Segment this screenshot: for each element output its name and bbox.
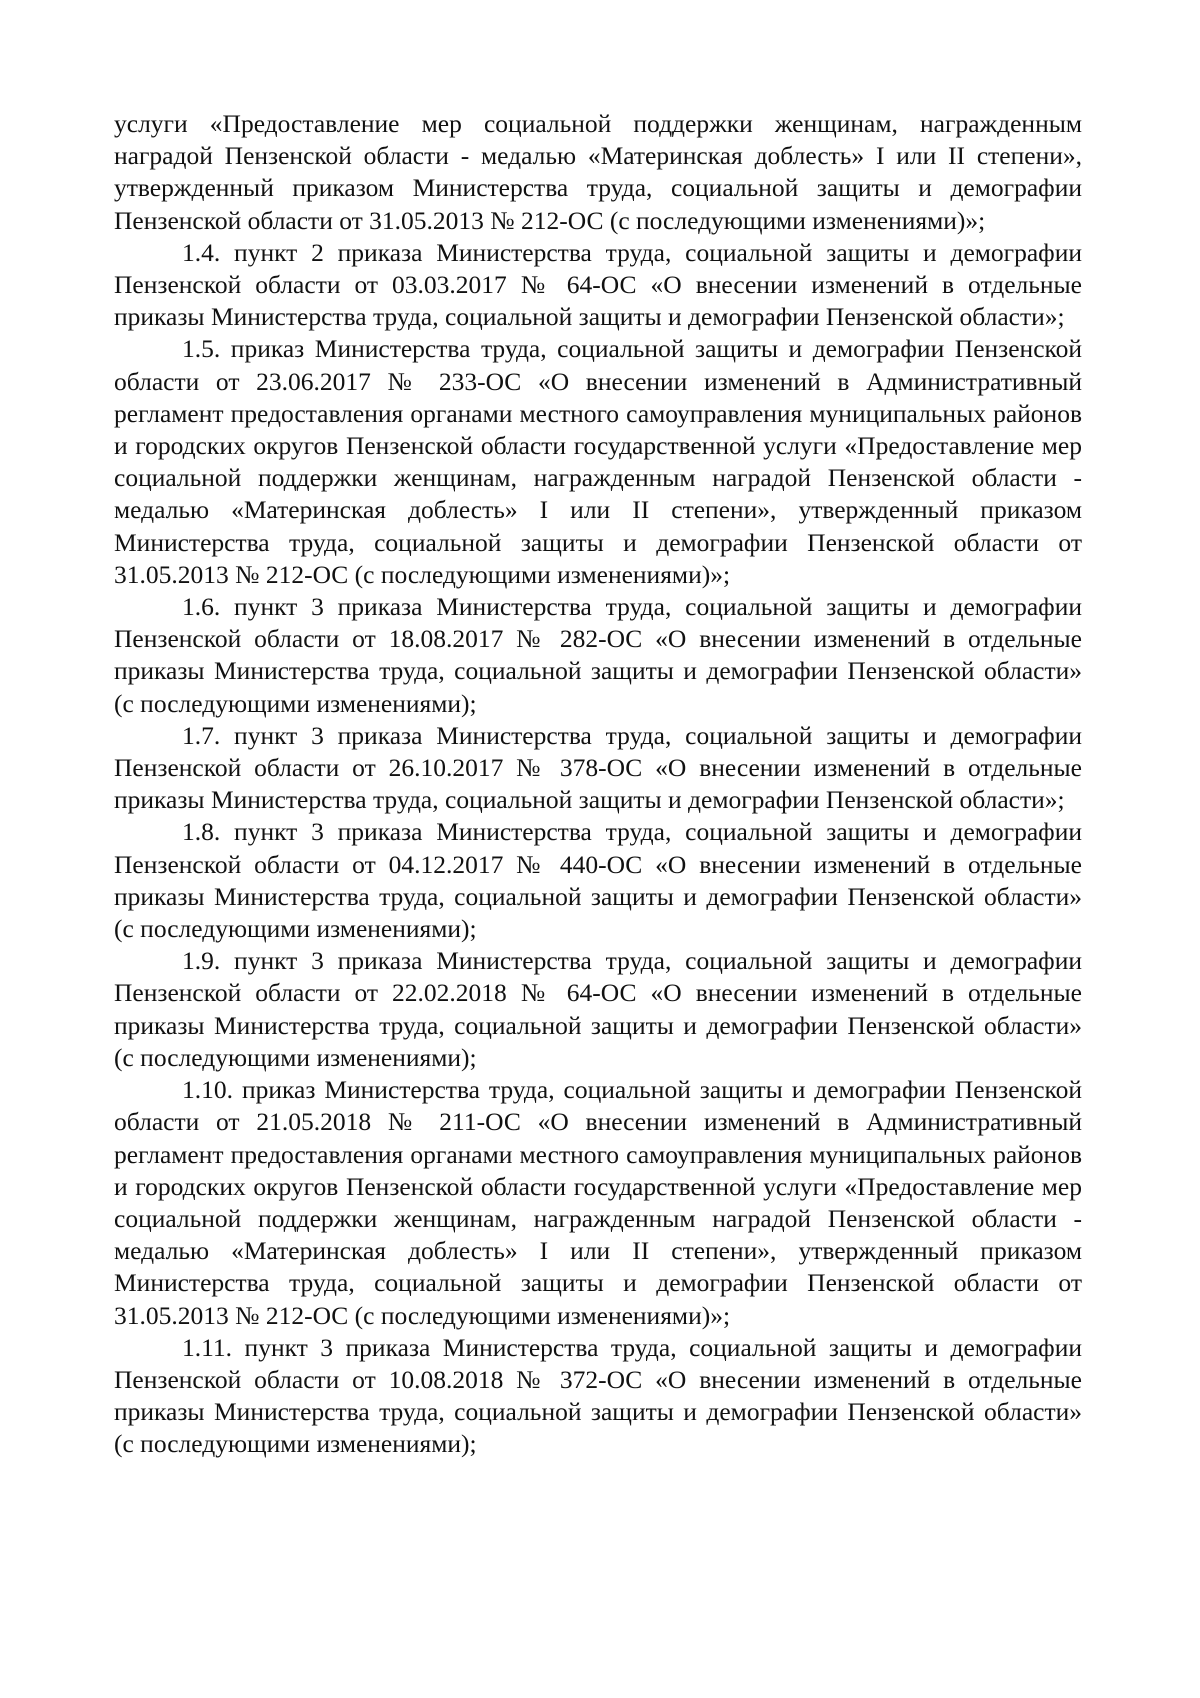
paragraph-item-1-4: 1.4. пункт 2 приказа Министерства труда, социальной защиты и демографии Пензенской области от 03.03.2017 № 64-ОС «О внесении изменений в отдельные приказы Министерства труда, социальной защиты и демографии Пензенской области»; [114, 237, 1082, 332]
paragraph-item-1-8: 1.8. пункт 3 приказа Министерства труда, социальной защиты и демографии Пензенской области от 04.12.2017 № 440-ОС «О внесении изменений в отдельные приказы Министерства труда, социальной защиты и демографии Пензенской области» (с последующими изменениями); [114, 817, 1082, 944]
paragraph-item-1-11: 1.11. пункт 3 приказа Министерства труда, социальной защиты и демографии Пензенской области от 10.08.2018 № 372-ОС «О внесении изменений в отдельные приказы Министерства труда, социальной защиты и демографии Пензенской области» (с последующими изменениями); [114, 1332, 1082, 1459]
paragraph-item-1-6: 1.6. пункт 3 приказа Министерства труда, социальной защиты и демографии Пензенской области от 18.08.2017 № 282-ОС «О внесении изменений в отдельные приказы Министерства труда, социальной защиты и демографии Пензенской области» (с последующими изменениями); [114, 592, 1082, 718]
paragraph-item-1-7: 1.7. пункт 3 приказа Министерства труда, социальной защиты и демографии Пензенской области от 26.10.2017 № 378-ОС «О внесении изменений в отдельные приказы Министерства труда, социальной защиты и демографии Пензенской области»; [114, 720, 1082, 815]
paragraph-item-1-10: 1.10. приказ Министерства труда, социальной защиты и демографии Пензенской области от 21.05.2018 № 211-ОС «О внесении изменений в Административный регламент предоставления органами местного самоуправления муниципальных районов и городских округов Пензенской области государственной услуги «Предоставление мер социальной поддержки женщинам, награжденным наградой Пензенской области - медалью «Материнская доблесть» I или II степени», утвержденный приказом Министерства труда, социальной защиты и демографии Пензенской области от 31.05.2013 № 212-ОС (с последующими изменениями)»; [114, 1075, 1082, 1330]
paragraph-continuation: услуги «Предоставление мер социальной поддержки женщинам, награжденным наградой Пензенской области - медалью «Материнская доблесть» I или II степени», утвержденный приказом Министерства труда, социальной защиты и демографии Пензенской области от 31.05.2013 № 212-ОС (с последующими изменениями)»; [114, 109, 1082, 235]
paragraph-item-1-5: 1.5. приказ Министерства труда, социальной защиты и демографии Пензенской области от 23.06.2017 № 233-ОС «О внесении изменений в Административный регламент предоставления органами местного самоуправления муниципальных районов и городских округов Пензенской области государственной услуги «Предоставление мер социальной поддержки женщинам, награжденным наградой Пензенской области - медалью «Материнская доблесть» I или II степени», утвержденный приказом Министерства труда, социальной защиты и демографии Пензенской области от 31.05.2013 № 212-ОС (с последующими изменениями)»; [114, 334, 1082, 589]
document-body [114, 108, 1082, 1461]
paragraph-item-1-9: 1.9. пункт 3 приказа Министерства труда, социальной защиты и демографии Пензенской области от 22.02.2018 № 64-ОС «О внесении изменений в отдельные приказы Министерства труда, социальной защиты и демографии Пензенской области» (с последующими изменениями); [114, 946, 1082, 1072]
